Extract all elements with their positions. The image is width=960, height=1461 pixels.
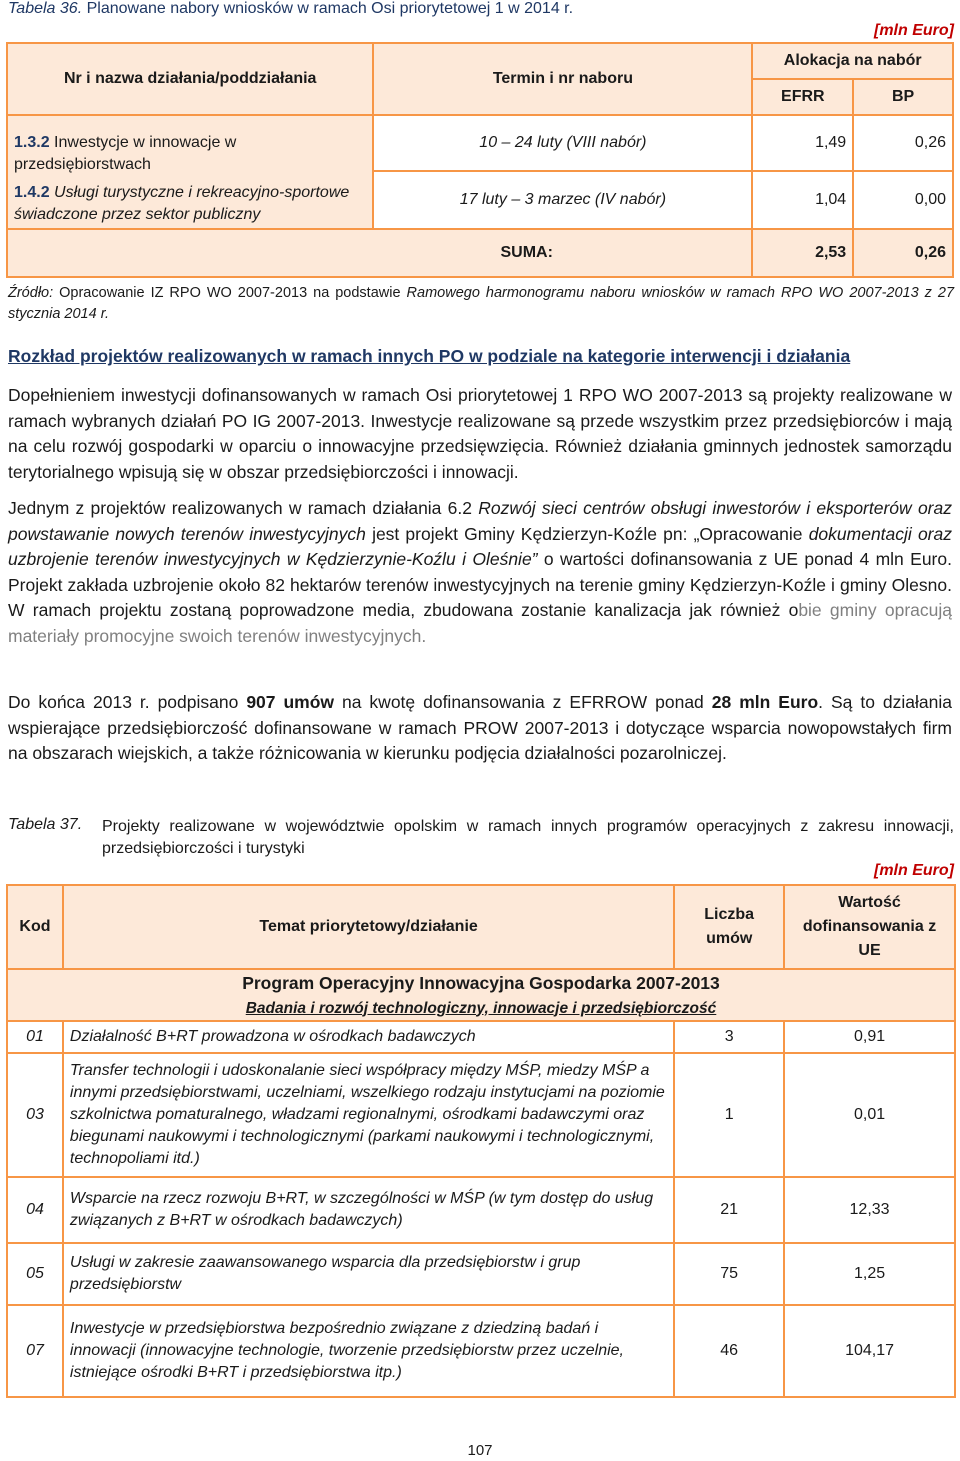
actions-cell bbox=[7, 115, 373, 229]
col-action-header: Nr i nazwa działania/poddziałania bbox=[7, 43, 373, 115]
row-wartosc: 0,01 bbox=[784, 1053, 955, 1177]
table-row bbox=[7, 1021, 955, 1053]
program-row: Program Operacyjny Innowacyjna Gospodarka 2007-2013 bbox=[7, 969, 955, 997]
row-kod: 01 bbox=[7, 1021, 63, 1053]
p2-part-e: o wartości dofinansowania z UE ponad 4 mln Euro. Projekt zakłada uzbrojenie około 82 hektarów terenów inwestycyjnych na terenie gminy Kędzierzyn-Koźle i gminy Olesno. W ramach projektu zostaną poprowadzone media, zbudowana zostanie kanalizacja jak również o bbox=[8, 549, 952, 620]
action-number: 1.4.2 bbox=[14, 184, 50, 201]
table37-label: Tabela 37. bbox=[8, 816, 83, 833]
row-wartosc: 0,91 bbox=[784, 1021, 955, 1053]
table37-caption bbox=[8, 816, 954, 860]
row-wartosc: 12,33 bbox=[784, 1177, 955, 1243]
table36-label: Tabela 36. bbox=[8, 0, 83, 17]
row-wartosc: 104,17 bbox=[784, 1305, 955, 1397]
col-kod-header: Kod bbox=[7, 885, 63, 969]
priority-row: Badania i rozwój technologiczny, innowacje i przedsiębiorczość bbox=[7, 997, 955, 1021]
col-efrr-header: EFRR bbox=[752, 79, 853, 115]
col-term-header: Termin i nr naboru bbox=[373, 43, 752, 115]
row-liczba: 75 bbox=[674, 1243, 784, 1305]
row-bp: 0,26 bbox=[853, 115, 953, 171]
p2-part-f: bie gminy opracują materiały promocyjne swoich terenów inwestycyjnych. bbox=[8, 600, 952, 646]
table-row bbox=[7, 1243, 955, 1305]
p3-part-b: 907 umów bbox=[246, 692, 335, 712]
row-kod: 03 bbox=[7, 1053, 63, 1177]
table37-title: Projekty realizowane w województwie opolskim w ramach innych programów operacyjnych z zakresu innowacji, przedsiębiorczości i turystyki bbox=[102, 818, 954, 857]
row-kod: 07 bbox=[7, 1305, 63, 1397]
action-name: Usługi turystyczne i rekreacyjno-sportowe świadczone przez sektor publiczny bbox=[14, 184, 350, 223]
sum-label: SUMA: bbox=[7, 229, 752, 277]
row-liczba: 46 bbox=[674, 1305, 784, 1397]
row-efrr: 1,04 bbox=[752, 171, 853, 229]
p3-part-e: . Są to działania wspierające przedsiębiorczość dofinansowane w ramach PROW 2007-2013 i dotyczące wsparcia nowopowstałych firm na obszarach wiejskich, a także różnicowania w kierunku podjęcia działalności pozarolniczej. bbox=[8, 692, 952, 763]
table36-caption bbox=[8, 0, 573, 18]
action-name: Inwestycje w innowacje w przedsiębiorstwach bbox=[14, 134, 237, 173]
row-temat: Inwestycje w przedsiębiorstwa bezpośrednio związane z dziedziną badań i innowacji (innowacyjne technologie, tworzenie przedsiębiorstw przez uczelnie, istniejące ośrodki B+RT i przedsiębiorstwa itp.) bbox=[63, 1305, 674, 1397]
p2-part-a: Jednym z projektów realizowanych w ramach działania 6.2 bbox=[8, 498, 473, 518]
paragraph-3 bbox=[8, 690, 952, 767]
p3-part-c: na kwotę dofinansowania z EFRROW ponad bbox=[342, 692, 704, 712]
p2-part-d: dokumentacji oraz uzbrojenie terenów inwestycyjnych w Kędzierzynie-Koźlu i Oleśnie” bbox=[8, 523, 952, 569]
p2-part-b: Rozwój sieci centrów obsługi inwestorów i eksporterów oraz powstawanie nowych terenów inwestycyjnych bbox=[8, 498, 952, 544]
action-item bbox=[14, 182, 366, 226]
col-bp-header: BP bbox=[853, 79, 953, 115]
source-upright: Opracowanie IZ RPO WO 2007-2013 na podstawie bbox=[59, 285, 401, 301]
row-term: 10 – 24 luty (VIII nabór) bbox=[373, 115, 752, 171]
sum-bp: 0,26 bbox=[853, 229, 953, 277]
sum-efrr: 2,53 bbox=[752, 229, 853, 277]
row-temat: Usługi w zakresie zaawansowanego wsparcia dla przedsiębiorstw i grup przedsiębiorstw bbox=[63, 1243, 674, 1305]
section-heading: Rozkład projektów realizowanych w ramach innych PO w podziale na kategorie interwencji i działania bbox=[8, 346, 851, 366]
row-temat: Działalność B+RT prowadzona w ośrodkach badawczych bbox=[63, 1021, 674, 1053]
col-wartosc-header: Wartość dofinansowania z UE bbox=[784, 885, 955, 969]
col-alloc-header: Alokacja na nabór bbox=[752, 43, 953, 79]
source-rest: Ramowego harmonogramu naboru wniosków w ramach RPO WO 2007-2013 z 27 stycznia 2014 r. bbox=[8, 285, 955, 322]
row-temat: Transfer technologii i udoskonalanie sieci współpracy między MŚP, miedzy MŚP a innymi przedsiębiorstwami, uczelniami, wszelkiego rodzaju instytucjami na poziomie szkolnictwa pomaturalnego, władzami regionalnymi, ośrodkami badawczymi oraz biegunami naukowymi i technologicznymi (parkami naukowymi i technologicznymi, technopoliami itd.) bbox=[63, 1053, 674, 1177]
row-kod: 05 bbox=[7, 1243, 63, 1305]
table36-title: Planowane nabory wniosków w ramach Osi priorytetowej 1 w 2014 r. bbox=[86, 0, 574, 17]
paragraph-1-text: Dopełnieniem inwestycji dofinansowanych w ramach Osi priorytetowej 1 RPO WO 2007-2013 są projekty realizowane w ramach wybranych działań PO IG 2007-2013. Inwestycje realizowane są przede wszystkim przez przedsiębiorców i mają na celu rozwój gospodarki w oparciu o innowacyjne przedsięwzięcia. Również działania gminnych jednostek samorządu terytorialnego wpisują się w obszar przedsiębiorczości i innowacji. bbox=[8, 385, 952, 482]
row-bp: 0,00 bbox=[853, 171, 953, 229]
table-row bbox=[7, 1177, 955, 1243]
action-item bbox=[14, 132, 366, 176]
paragraph-1 bbox=[8, 383, 952, 485]
row-liczba: 21 bbox=[674, 1177, 784, 1243]
p3-part-d: 28 mln Euro bbox=[711, 692, 819, 712]
table36-unit: [mln Euro] bbox=[874, 22, 954, 39]
table36-source bbox=[8, 283, 954, 325]
row-liczba: 3 bbox=[674, 1021, 784, 1053]
source-label: Źródło: bbox=[8, 285, 54, 301]
row-kod: 04 bbox=[7, 1177, 63, 1243]
row-liczba: 1 bbox=[674, 1053, 784, 1177]
table-row bbox=[7, 1305, 955, 1397]
table37-unit: [mln Euro] bbox=[874, 862, 954, 879]
paragraph-2 bbox=[8, 496, 952, 649]
p2-part-c: jest projekt Gminy Kędzierzyn-Koźle pn: „Opracowanie bbox=[372, 523, 803, 544]
p3-part-a: Do końca 2013 r. podpisano bbox=[8, 692, 239, 712]
table-row bbox=[7, 1053, 955, 1177]
table36 bbox=[6, 42, 954, 278]
row-term: 17 luty – 3 marzec (IV nabór) bbox=[373, 171, 752, 229]
row-wartosc: 1,25 bbox=[784, 1243, 955, 1305]
col-temat-header: Temat priorytetowy/działanie bbox=[63, 885, 674, 969]
page-number: 107 bbox=[467, 1442, 493, 1459]
row-temat: Wsparcie na rzecz rozwoju B+RT, w szczególności w MŚP (w tym dostęp do usług związanych z B+RT w ośrodkach badawczych) bbox=[63, 1177, 674, 1243]
table37 bbox=[6, 884, 956, 1398]
action-number: 1.3.2 bbox=[14, 134, 50, 151]
row-efrr: 1,49 bbox=[752, 115, 853, 171]
col-liczba-header: Liczba umów bbox=[674, 885, 784, 969]
